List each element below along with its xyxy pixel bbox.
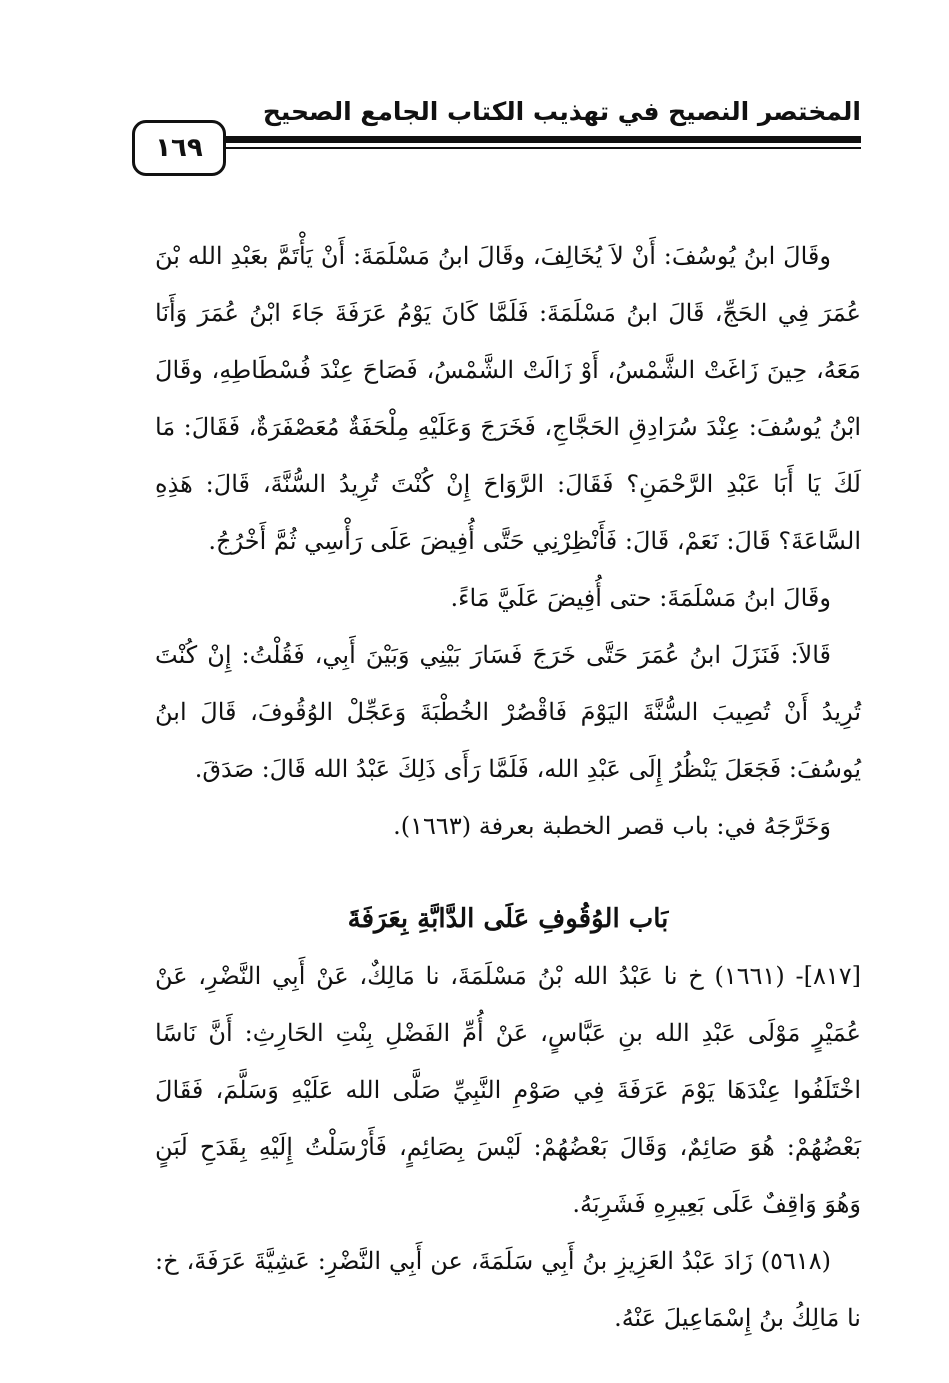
page-number: ١٦٩ bbox=[155, 133, 203, 163]
paragraph-2: وقَالَ ابنُ مَسْلَمَةَ: حتى أُفِيضَ عَلَيَّ مَاءً. bbox=[450, 584, 831, 612]
chapter-heading: بَاب الوُقُوفِ عَلَى الدَّابَّةِ بِعَرَفَةَ bbox=[347, 904, 669, 934]
header-rule-thick bbox=[205, 136, 861, 143]
running-header-title: المختصر النصيح في تهذيب الكتاب الجامع الصحيح bbox=[262, 97, 861, 126]
paragraph-4-cross-reference: وَخَرَّجَهُ في: باب قصر الخطبة بعرفة (١٦٦٣). bbox=[393, 812, 831, 840]
paragraph-1: وقَالَ ابنُ يُوسُفَ: أَنْ لاَ يُخَالِفَ، وقَالَ ابنُ مَسْلَمَةَ: أَنْ يَأْتَمَّ بعَبْدِ الله بْنَ عُمَرَ فِي الحَجِّ، قَالَ ابنُ مَسْلَمَةَ: فَلَمَّا كَانَ يَوْمُ عَرَفَةَ جَاءَ ابْنُ عُمَرَ وَأَنَا مَعَهُ، حِينَ زَاغَتْ الشَّمْسُ، أَوْ زَالَتْ الشَّمْسُ، فَصَاحَ عِنْدَ فُسْطَاطِهِ، وقَالَ ابْنُ يُوسُفَ: عِنْدَ سُرَادِقِ الحَجَّاجِ، فَخَرَجَ وَعَلَيْهِ مِلْحَفَةٌ مُعَصْفَرَةٌ، فَقَالَ: مَا لَكَ يَا أَبَا عَبْدِ الرَّحْمَنِ؟ فَقَالَ: الرَّوَاحَ إِنْ كُنْتَ تُرِيدُ السُّنَّةَ، قَالَ: هَذِهِ السَّاعَةَ؟ قَالَ: نَعَمْ، قَالَ: فَأَنْظِرْنِي حَتَّى أُفِيضَ عَلَى رَأْسِي ثُمَّ أَخْرُجُ. bbox=[155, 242, 861, 555]
header-rule-thin bbox=[205, 147, 861, 149]
main-text bbox=[155, 228, 861, 1347]
hadith-817: [٨١٧]- (١٦٦١) خ نا عَبْدُ الله بْنُ مَسْلَمَةَ، نا مَالِكٌ، عَنْ أَبِي النَّضْرِ، عَنْ عُمَيْرٍ مَوْلَى عَبْدِ الله بنِ عَبَّاسٍ، عَنْ أُمِّ الفَضْلِ بِنْتِ الحَارِثِ: أَنَّ نَاسًا اخْتَلَفُوا عِنْدَهَا يَوْمَ عَرَفَةَ فِي صَوْمِ النَّبِيِّ صَلَّى الله عَلَيْهِ وَسَلَّمَ، فَقَالَ بَعْضُهُمْ: هُوَ صَائِمٌ، وَقَالَ بَعْضُهُمْ: لَيْسَ بِصَائِمٍ، فَأَرْسَلْتُ إِلَيْهِ بِقَدَحِ لَبَنٍ وَهُوَ وَاقِفٌ عَلَى بَعِيرِهِ فَشَرِبَهُ. bbox=[155, 962, 862, 1218]
paragraph-6-addition: (٥٦١٨) زَادَ عَبْدُ العَزِيزِ بنُ أَبِي سَلَمَةَ، عن أَبِي النَّضْرِ: عَشِيَّةَ عَرَفَةَ، خ: نا مَالِكُ بنُ إِسْمَاعِيلَ عَنْهُ. bbox=[155, 1247, 861, 1332]
page-number-box bbox=[132, 120, 226, 176]
paragraph-3: قَالاَ: فَنَزَلَ ابنُ عُمَرَ حَتَّى خَرَجَ فَسَارَ بَيْنِي وَبَيْنَ أَبِي، فَقُلْتُ: إِنْ كُنْتَ تُرِيدُ أَنْ تُصِيبَ السُّنَّةَ اليَوْمَ فَاقْصُرْ الخُطْبَةَ وَعَجِّلْ الوُقُوفَ، قَالَ ابنُ يُوسُفَ: فَجَعَلَ يَنْظُرُ إِلَى عَبْدِ الله، فَلَمَّا رَأَى ذَلِكَ عَبْدُ الله قَالَ: صَدَقَ. bbox=[155, 641, 861, 783]
